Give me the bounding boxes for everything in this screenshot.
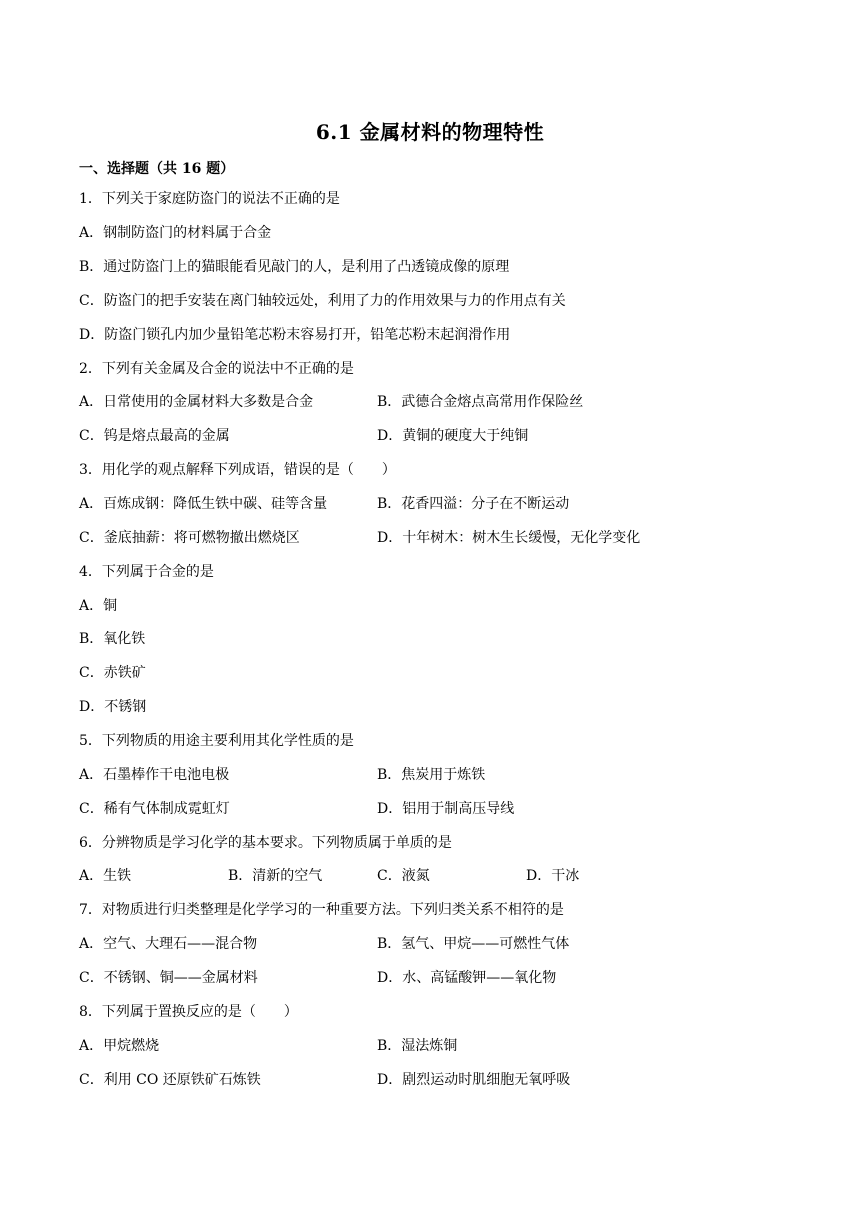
question-2-option-c: C．钨是熔点最高的金属 xyxy=(79,428,230,444)
question-1-option-a: A．钢制防盗门的材料属于合金 xyxy=(79,225,272,241)
question-1-stem: 1．下列关于家庭防盗门的说法不正确的是 xyxy=(79,191,340,207)
question-7-stem: 7．对物质进行归类整理是化学学习的一种重要方法。下列归类关系不相符的是 xyxy=(79,902,564,918)
question-6-option-d: D．干冰 xyxy=(526,868,580,884)
question-2-stem: 2．下列有关金属及合金的说法中不正确的是 xyxy=(79,361,354,377)
page-title: 6.1 金属材料的物理特性 xyxy=(315,120,545,144)
question-8-option-b: B．湿法炼铜 xyxy=(377,1038,458,1054)
question-2-option-a: A．日常使用的金属材料大多数是合金 xyxy=(79,394,314,410)
question-4-option-a: A．铜 xyxy=(79,598,118,614)
question-7-option-d: D．水、高锰酸钾——氧化物 xyxy=(377,970,557,986)
question-2-option-d: D．黄铜的硬度大于纯铜 xyxy=(377,428,529,444)
question-1-option-b: B．通过防盗门上的猫眼能看见敲门的人，是利用了凸透镜成像的原理 xyxy=(79,259,510,275)
question-4-option-b: B．氧化铁 xyxy=(79,631,146,647)
question-8-option-d: D．剧烈运动时肌细胞无氧呼吸 xyxy=(377,1072,571,1088)
question-4-option-d: D．不锈钢 xyxy=(79,699,147,715)
question-8-stem: 8．下列属于置换反应的是（ ） xyxy=(79,1004,298,1020)
question-1-option-c: C．防盗门的把手安装在离门轴较远处，利用了力的作用效果与力的作用点有关 xyxy=(79,293,566,309)
question-7-option-c: C．不锈钢、铜——金属材料 xyxy=(79,970,258,986)
question-5-stem: 5．下列物质的用途主要利用其化学性质的是 xyxy=(79,733,354,749)
question-7-option-a: A．空气、大理石——混合物 xyxy=(79,936,258,952)
question-5-option-b: B．焦炭用于炼铁 xyxy=(377,767,486,783)
question-6-option-a: A．生铁 xyxy=(79,868,132,884)
question-4-option-c: C．赤铁矿 xyxy=(79,665,146,681)
question-6-option-c: C．液氮 xyxy=(377,868,430,884)
question-3-option-c: C．釜底抽薪：将可燃物撤出燃烧区 xyxy=(79,530,300,546)
question-1-option-d: D．防盗门锁孔内加少量铅笔芯粉末容易打开，铅笔芯粉末起润滑作用 xyxy=(79,327,511,343)
question-5-option-d: D．铝用于制高压导线 xyxy=(377,801,515,817)
question-2-option-b: B．武德合金熔点高常用作保险丝 xyxy=(377,394,584,410)
section-heading: 一、选择题（共 16 题） xyxy=(79,161,235,177)
question-6-option-b: B．清新的空气 xyxy=(228,868,323,884)
question-3-stem: 3．用化学的观点解释下列成语，错误的是（ ） xyxy=(79,462,396,478)
question-3-option-a: A．百炼成钢：降低生铁中碳、硅等含量 xyxy=(79,496,328,512)
question-3-option-b: B．花香四溢：分子在不断运动 xyxy=(377,496,570,512)
question-5-option-a: A．石墨棒作干电池电极 xyxy=(79,767,230,783)
question-7-option-b: B．氢气、甲烷——可燃性气体 xyxy=(377,936,570,952)
question-4-stem: 4．下列属于合金的是 xyxy=(79,564,214,580)
question-3-option-d: D．十年树木：树木生长缓慢，无化学变化 xyxy=(377,530,641,546)
question-8-option-a: A．甲烷燃烧 xyxy=(79,1038,160,1054)
question-5-option-c: C．稀有气体制成霓虹灯 xyxy=(79,801,230,817)
question-8-option-c: C．利用 CO 还原铁矿石炼铁 xyxy=(79,1072,261,1088)
question-6-stem: 6．分辨物质是学习化学的基本要求。下列物质属于单质的是 xyxy=(79,835,452,851)
